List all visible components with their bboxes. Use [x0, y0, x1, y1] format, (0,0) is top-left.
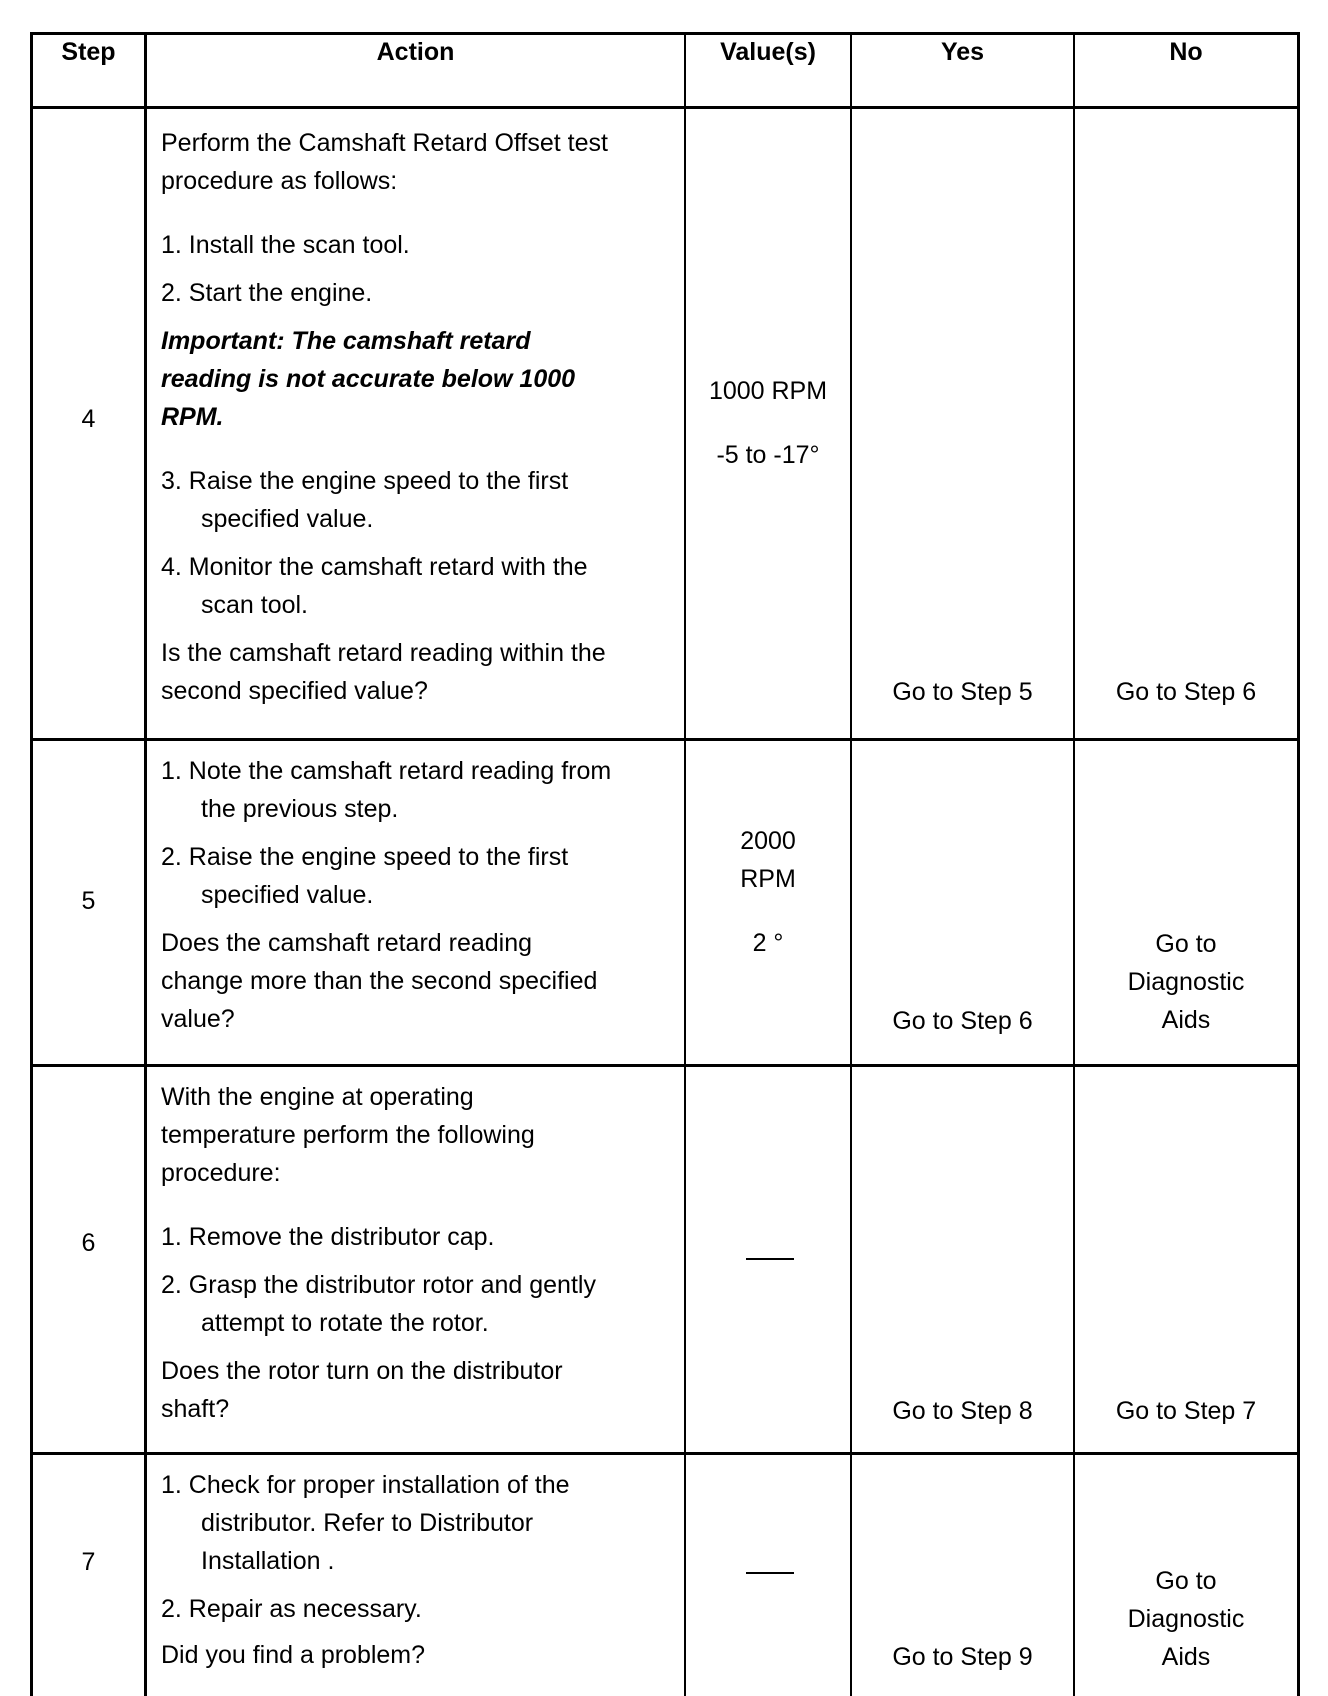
no-result: Aids: [1161, 1643, 1211, 1671]
action-text: procedure:: [161, 1159, 281, 1187]
column-divider: [1073, 32, 1075, 1696]
action-step: 1. Note the camshaft retard reading from: [161, 757, 612, 785]
action-question: Is the camshaft retard reading within the: [161, 639, 606, 667]
action-question: Does the rotor turn on the distributor: [161, 1357, 563, 1385]
header-yes: Yes: [940, 38, 985, 66]
action-question: Did you find a problem?: [161, 1641, 426, 1669]
action-step: specified value.: [201, 881, 374, 909]
action-step: Installation .: [201, 1547, 335, 1575]
no-result: Go to: [1155, 930, 1217, 958]
row-divider: [30, 1064, 1300, 1067]
spec-value: RPM: [740, 865, 796, 893]
action-step: scan tool.: [201, 591, 309, 619]
yes-result: Go to Step 5: [892, 678, 1033, 706]
step-number: 4: [81, 405, 96, 433]
action-text: procedure as follows:: [161, 167, 398, 195]
row-divider: [30, 738, 1300, 741]
step-number: 7: [81, 1548, 96, 1576]
spec-value: 1000 RPM: [708, 377, 828, 405]
action-question: value?: [161, 1005, 235, 1033]
header-action: Action: [376, 38, 455, 66]
action-step: 1. Remove the distributor cap.: [161, 1223, 495, 1251]
action-step: 2. Start the engine.: [161, 279, 373, 307]
header-divider: [30, 106, 1300, 109]
column-divider: [144, 32, 147, 1696]
step-number: 6: [81, 1229, 96, 1257]
no-result: Diagnostic: [1127, 968, 1245, 996]
header-step: Step: [61, 38, 116, 66]
spec-value: 2 °: [752, 929, 784, 957]
action-text: Perform the Camshaft Retard Offset test: [161, 129, 608, 157]
header-no: No: [1169, 38, 1203, 66]
no-value-dash: [746, 1572, 794, 1574]
action-question: shaft?: [161, 1395, 230, 1423]
action-step: 2. Repair as necessary.: [161, 1595, 422, 1623]
action-step: the previous step.: [201, 795, 399, 823]
yes-result: Go to Step 6: [892, 1007, 1033, 1035]
action-step: 2. Raise the engine speed to the first: [161, 843, 569, 871]
step-number: 5: [81, 887, 96, 915]
yes-result: Go to Step 8: [892, 1397, 1033, 1425]
yes-result: Go to Step 9: [892, 1643, 1033, 1671]
table-right-border: [1297, 32, 1300, 1696]
no-result: Aids: [1161, 1006, 1211, 1034]
header-values: Value(s): [720, 38, 816, 66]
action-text: With the engine at operating: [161, 1083, 474, 1111]
spec-value: 2000: [740, 827, 796, 855]
action-step: 4. Monitor the camshaft retard with the: [161, 553, 588, 581]
column-divider: [850, 32, 852, 1696]
spec-value: -5 to -17°: [716, 441, 820, 469]
action-text: temperature perform the following: [161, 1121, 535, 1149]
action-step: attempt to rotate the rotor.: [201, 1309, 489, 1337]
action-question: change more than the second specified: [161, 967, 598, 995]
important-note: Important: The camshaft retard: [161, 327, 531, 355]
important-note: RPM.: [161, 403, 224, 431]
action-step: distributor. Refer to Distributor: [201, 1509, 534, 1537]
important-note: reading is not accurate below 1000: [161, 365, 576, 393]
action-step: 1. Check for proper installation of the: [161, 1471, 570, 1499]
action-question: Does the camshaft retard reading: [161, 929, 533, 957]
row-divider: [30, 1452, 1300, 1455]
table-left-border: [30, 32, 33, 1696]
action-step: specified value.: [201, 505, 374, 533]
action-question: second specified value?: [161, 677, 428, 705]
action-step: 2. Grasp the distributor rotor and gently: [161, 1271, 596, 1299]
table-top-border: [30, 32, 1300, 35]
no-value-dash: [746, 1258, 794, 1260]
no-result: Go to: [1155, 1567, 1217, 1595]
diagnostic-table: [30, 32, 1300, 1696]
no-result: Diagnostic: [1127, 1605, 1245, 1633]
action-step: 3. Raise the engine speed to the first: [161, 467, 569, 495]
no-result: Go to Step 7: [1115, 1397, 1257, 1425]
action-step: 1. Install the scan tool.: [161, 231, 410, 259]
no-result: Go to Step 6: [1115, 678, 1257, 706]
